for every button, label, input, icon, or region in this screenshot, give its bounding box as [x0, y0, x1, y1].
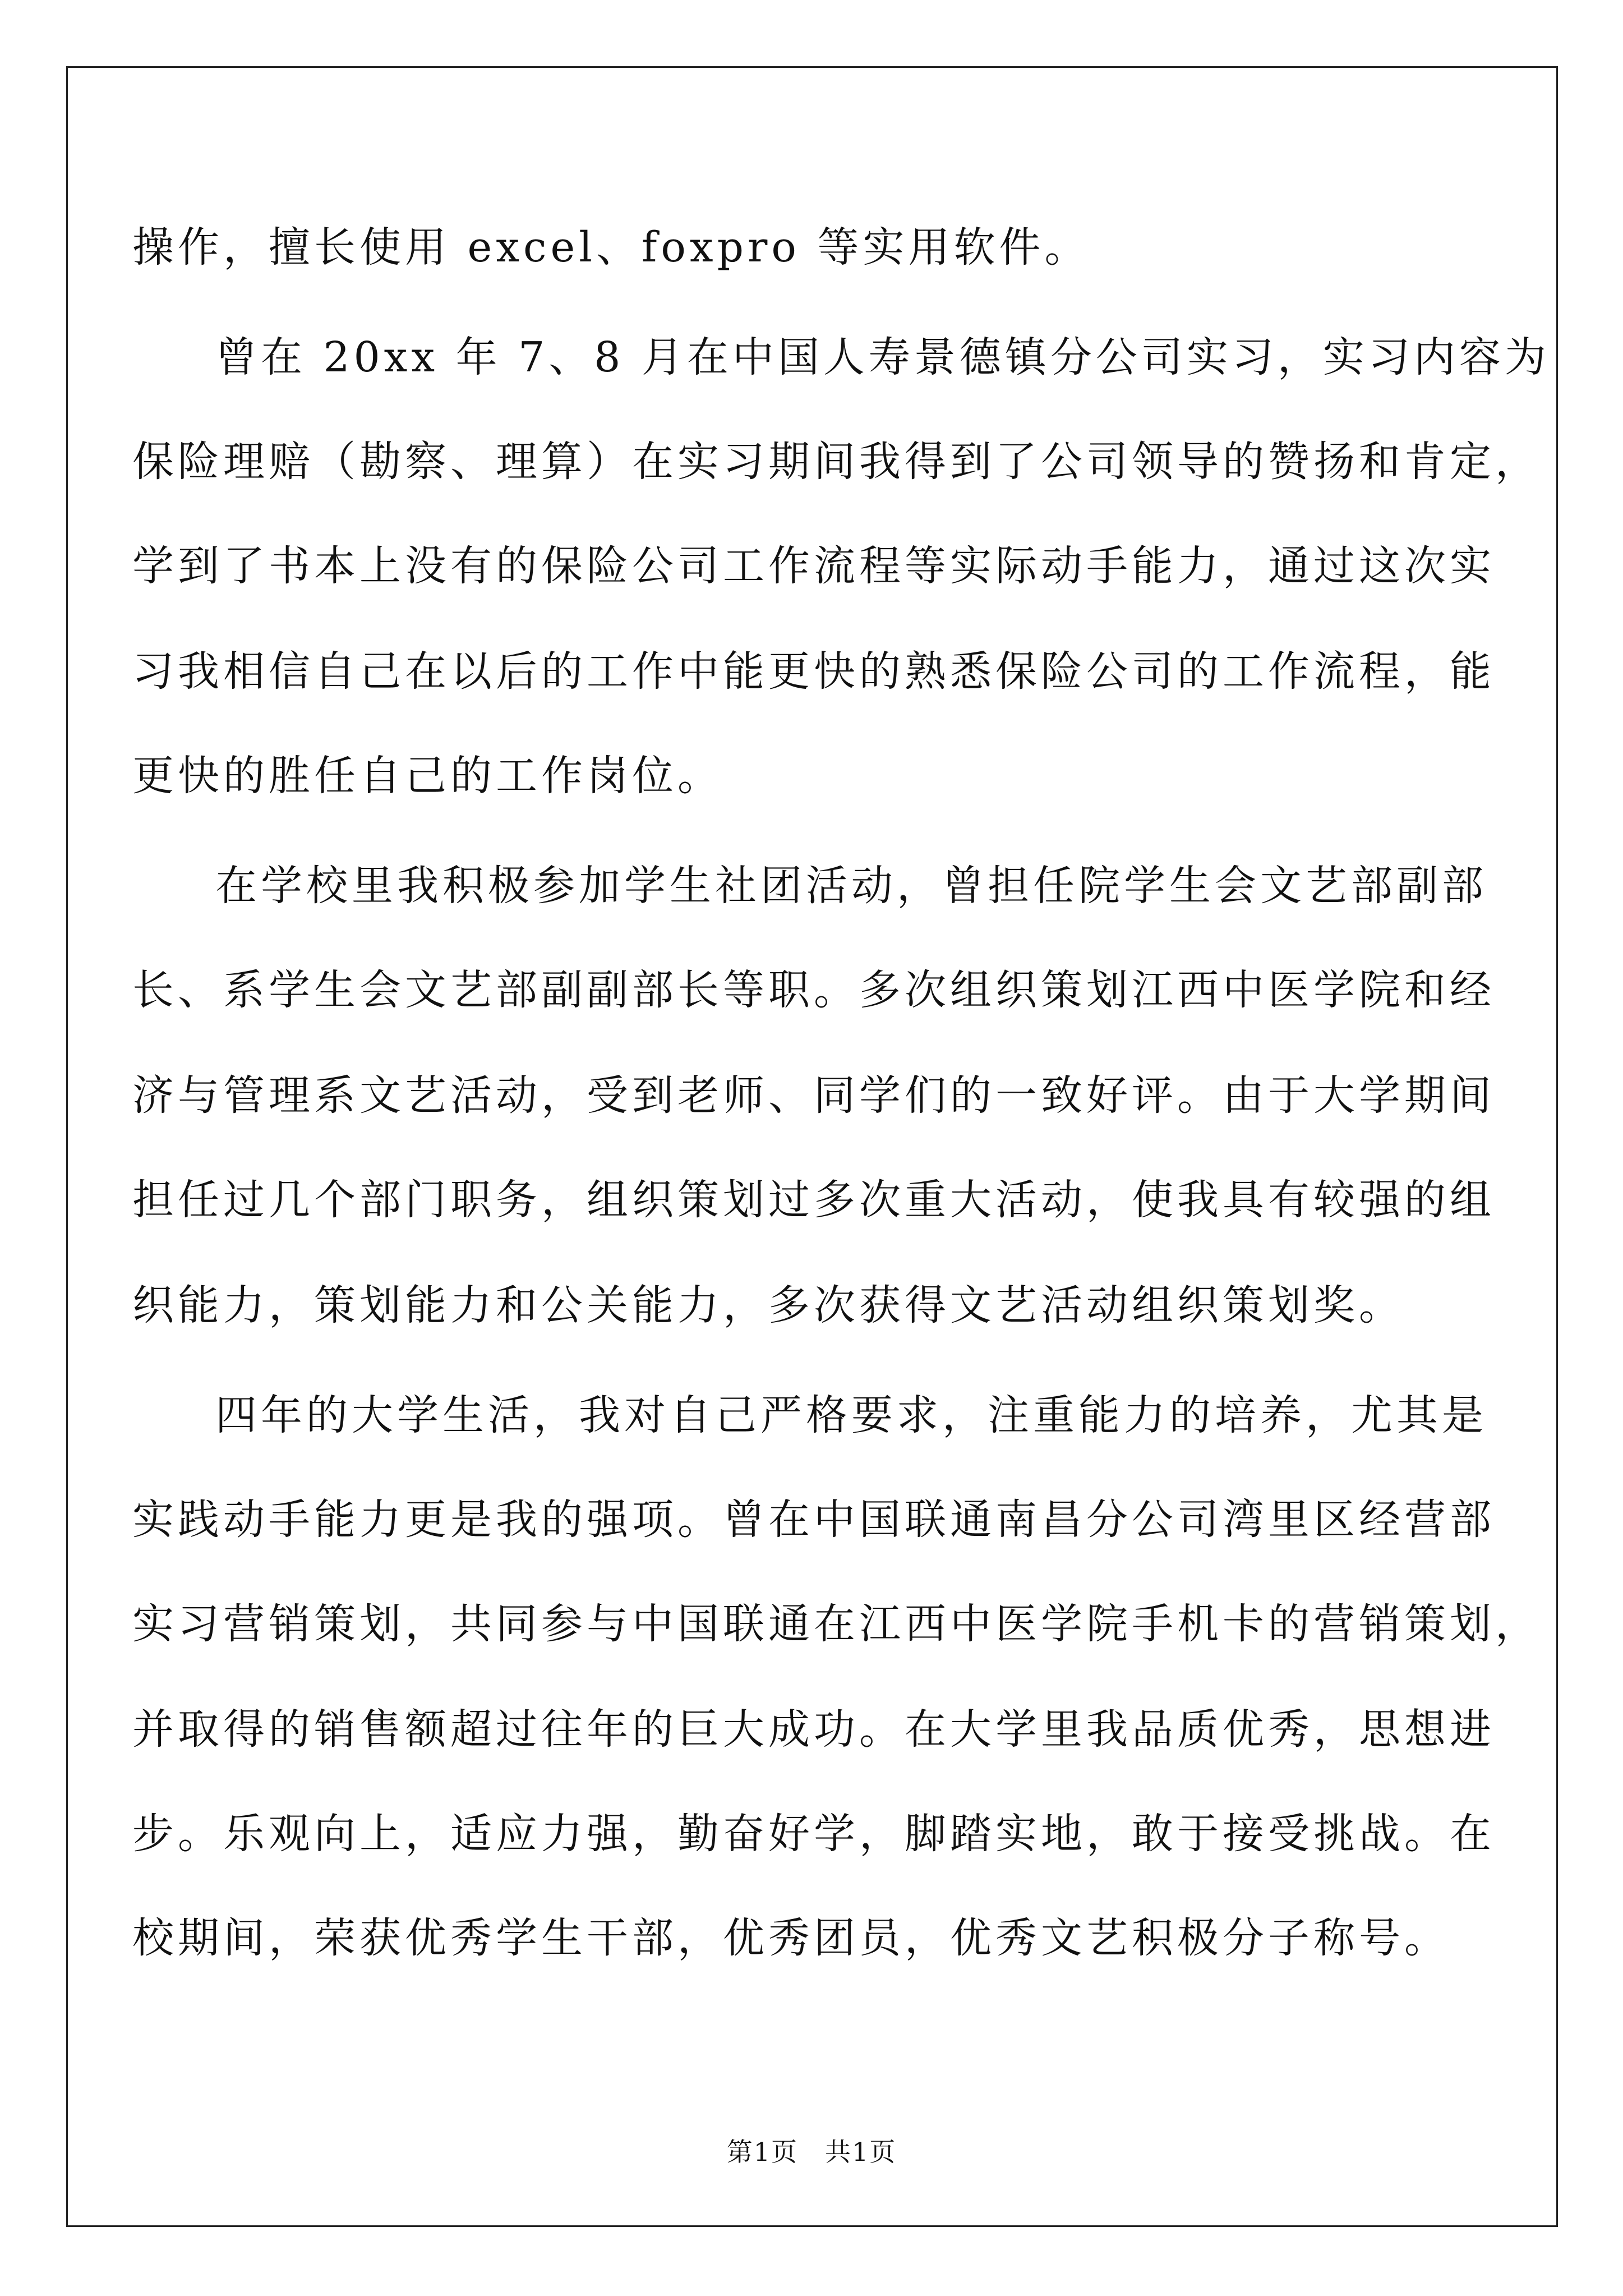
text-line-4: 学到了书本上没有的保险公司工作流程等实际动手能力，通过这次实 — [132, 542, 1495, 590]
text-line-12: 四年的大学生活，我对自己严格要求，注重能力的培养，尤其是 — [215, 1391, 1487, 1439]
text-line-14: 实习营销策划，共同参与中国联通在江西中医学院手机卡的营销策划， — [132, 1600, 1541, 1648]
text-line-10: 担任过几个部门职务，组织策划过多次重大活动，使我具有较强的组 — [132, 1176, 1495, 1224]
text-line-11: 织能力，策划能力和公关能力，多次获得文艺活动组织策划奖。 — [132, 1281, 1404, 1329]
text-line-1: 操作，擅长使用 excel、foxpro 等实用软件。 — [132, 223, 1090, 272]
text-line-13: 实践动手能力更是我的强项。曾在中国联通南昌分公司湾里区经营部 — [132, 1496, 1495, 1544]
text-line-3: 保险理赔（勘察、理算）在实习期间我得到了公司领导的赞扬和肯定， — [132, 438, 1541, 486]
text-line-9: 济与管理系文艺活动，受到老师、同学们的一致好评。由于大学期间 — [132, 1071, 1495, 1120]
text-line-7: 在学校里我积极参加学生社团活动，曾担任院学生会文艺部副部 — [215, 862, 1487, 910]
text-line-6: 更快的胜任自己的工作岗位。 — [132, 752, 723, 800]
text-line-5: 习我相信自己在以后的工作中能更快的熟悉保险公司的工作流程，能 — [132, 647, 1495, 696]
text-line-8: 长、系学生会文艺部副副部长等职。多次组织策划江西中医学院和经 — [132, 966, 1495, 1014]
text-line-15: 并取得的销售额超过往年的巨大成功。在大学里我品质优秀，思想进 — [132, 1705, 1495, 1754]
text-line-16: 步。乐观向上，适应力强，勤奋好学，脚踏实地，敢于接受挑战。在 — [132, 1810, 1495, 1858]
text-line-2: 曾在 20xx 年 7、8 月在中国人寿景德镇分公司实习，实习内容为 — [215, 333, 1550, 381]
text-line-17: 校期间，荣获优秀学生干部，优秀团员，优秀文艺积极分子称号。 — [132, 1914, 1450, 1962]
page-number-footer: 第1页 共1页 — [726, 2137, 897, 2167]
page-border — [66, 66, 1558, 2227]
